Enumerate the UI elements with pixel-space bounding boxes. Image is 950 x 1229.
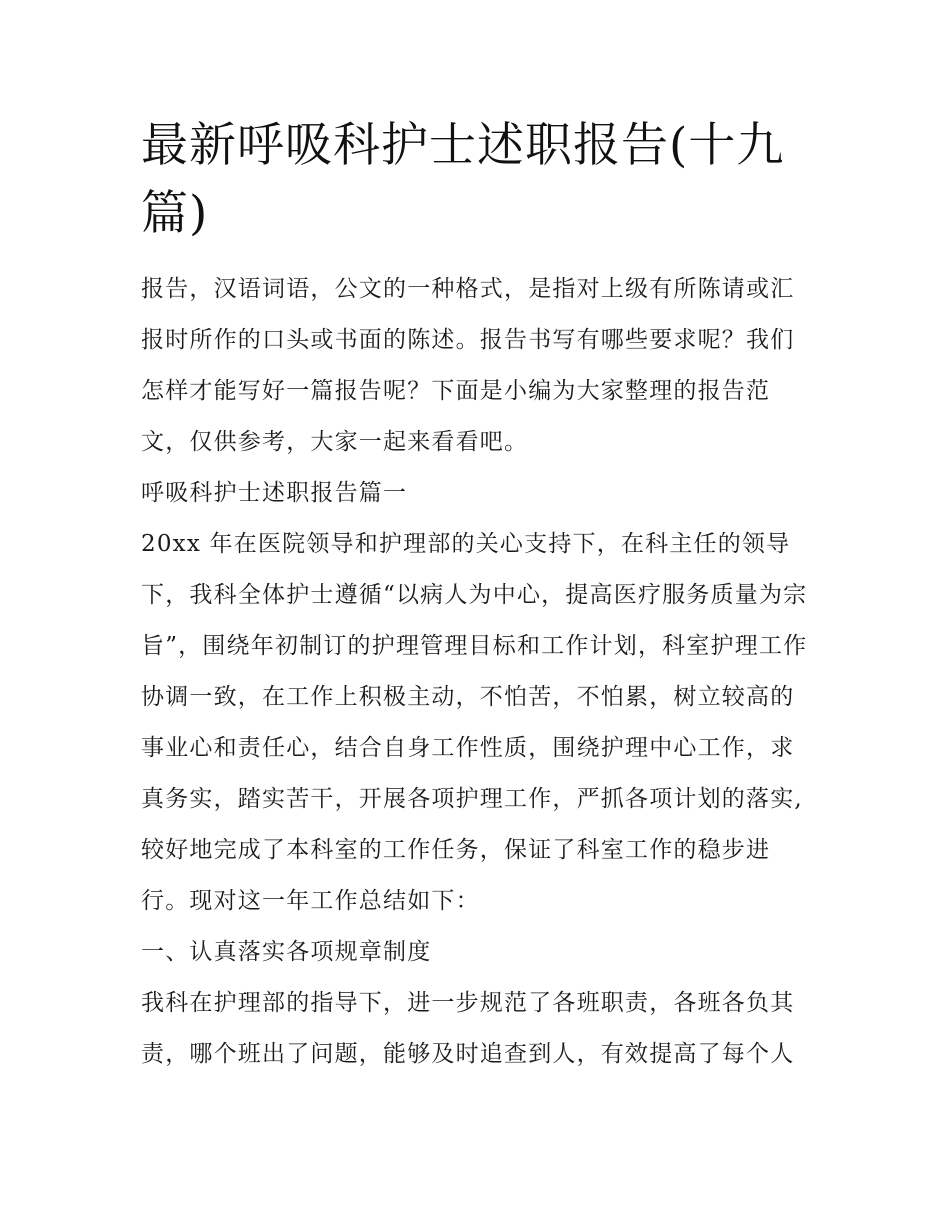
body-paragraph: 20xx 年在医院领导和护理部的关心支持下，在科主任的领导下，我科全体护士遵循“以病人为中心，提高医疗服务质量为宗旨”，围绕年初制订的护理管理目标和工作计划，科室护理工作协调一致，在工作上积极主动，不怕苦，不怕累，树立较高的事业心和责任心，结合自身工作性质，围绕护理中心工作，求真务实，踏实苦干，开展各项护理工作，严抓各项计划的落实,较好地完成了本科室的工作任务，保证了科室工作的稳步进行。现对这一年工作总结如下：	[141, 531, 808, 914]
document-body	[141, 264, 815, 1080]
subheading-rules: 一、认真落实各项规章制度	[141, 939, 432, 965]
intro-paragraph: 报告，汉语词语，公文的一种格式，是指对上级有所陈请或汇报时所作的口头或书面的陈述。报告书写有哪些要求呢？我们怎样才能写好一篇报告呢？下面是小编为大家整理的报告范文，仅供参考，大家一起来看看吧。	[141, 276, 795, 455]
body-paragraph: 我科在护理部的指导下，进一步规范了各班职责，各班各负其责，哪个班出了问题，能够及时追查到人，有效提高了每个人	[141, 990, 795, 1067]
section-heading-part-one: 呼吸科护士述职报告篇一	[141, 480, 408, 506]
document-content	[141, 112, 815, 1080]
document-title: 最新呼吸科护士述职报告(十九篇)	[141, 118, 785, 241]
